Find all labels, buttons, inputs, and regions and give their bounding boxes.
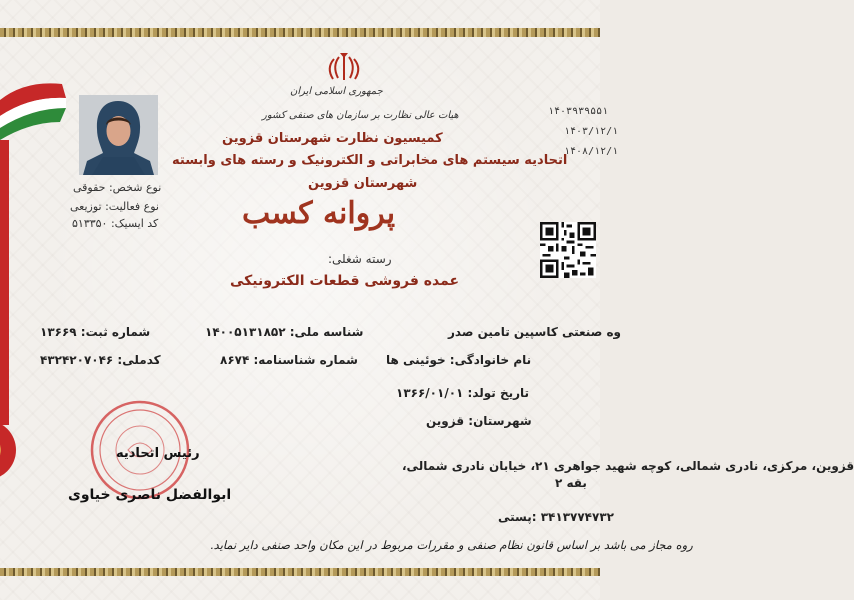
footer-statement: روه مجاز می باشد بر اساس قانون نظام صنفی و مقررات مربوط در این مکان واحد صنفی دایر نماید.: [210, 538, 693, 552]
license-number: ۱۴۰۳۹۳۹۵۵۱: [548, 106, 609, 117]
issue-date: ۱۴۰۳/۱۲/۱: [564, 126, 619, 137]
postal-code: ۳۴۱۳۷۷۴۷۳۲ :پستی: [498, 510, 614, 524]
business-category-label: رسته شغلی:: [328, 252, 392, 266]
id-number: شماره شناسنامه: ۸۶۷۴: [220, 353, 358, 367]
address-line-1: قزوین، مرکزی، نادری شمالی، کوچه شهید جواهری ۲۱، خیابان نادری شمالی،: [402, 459, 854, 473]
signatory-name: ابوالفضل ناصری خیاوی: [68, 487, 232, 503]
qr-code-icon: [540, 222, 596, 278]
birth-date: تاریخ تولد: ۱۳۶۶/۰۱/۰۱: [396, 386, 530, 400]
avatar: [79, 95, 158, 175]
red-ribbon-strip: [0, 140, 9, 425]
header-union: اتحادیه سیستم های مخابراتی و الکترونیک و رسته های وابسته: [172, 153, 568, 168]
national-code: کدملی: ۴۳۲۴۲۰۷۰۴۶: [40, 353, 161, 367]
registration-number: شماره ثبت: ۱۳۶۶۹: [40, 325, 151, 339]
person-photo-icon: [79, 95, 158, 175]
person-type: نوع شخص: حقوقی: [73, 181, 162, 194]
top-border: [0, 28, 600, 37]
expiry-date: ۱۴۰۸/۱۲/۱: [564, 146, 619, 157]
iran-emblem-icon: [326, 50, 362, 84]
header-city: شهرستان قزوین: [308, 176, 418, 191]
isic-code: کد ایسیک: ۵۱۳۳۵۰: [72, 217, 159, 230]
company-name: وه صنعتی کاسپین تامین صدر: [448, 325, 622, 339]
business-category-value: عمده فروشی قطعات الکترونیکی: [230, 273, 460, 289]
union-head-title: رئیس اتحادیه: [116, 446, 200, 461]
family-name: نام خانوادگی: خوئینی ها: [386, 353, 532, 367]
national-id: شناسه ملی: ۱۴۰۰۵۱۳۱۸۵۲: [205, 325, 364, 339]
header-authority: هیات عالی نظارت بر سازمان های صنفی کشور: [262, 110, 459, 121]
activity-type: نوع فعالیت: توزیعی: [70, 200, 159, 213]
address-line-2: بقه ۲: [555, 476, 587, 490]
gold-seal-icon: [0, 420, 16, 480]
flag-ribbon-icon: [0, 70, 70, 140]
city: شهرستان: قزوین: [426, 414, 532, 428]
header-commission: کمیسیون نظارت شهرستان قزوین: [222, 131, 443, 146]
header-country: جمهوری اسلامی ایران: [290, 86, 383, 97]
bottom-border: [0, 568, 600, 576]
page-title: پروانه کسب: [242, 196, 396, 231]
